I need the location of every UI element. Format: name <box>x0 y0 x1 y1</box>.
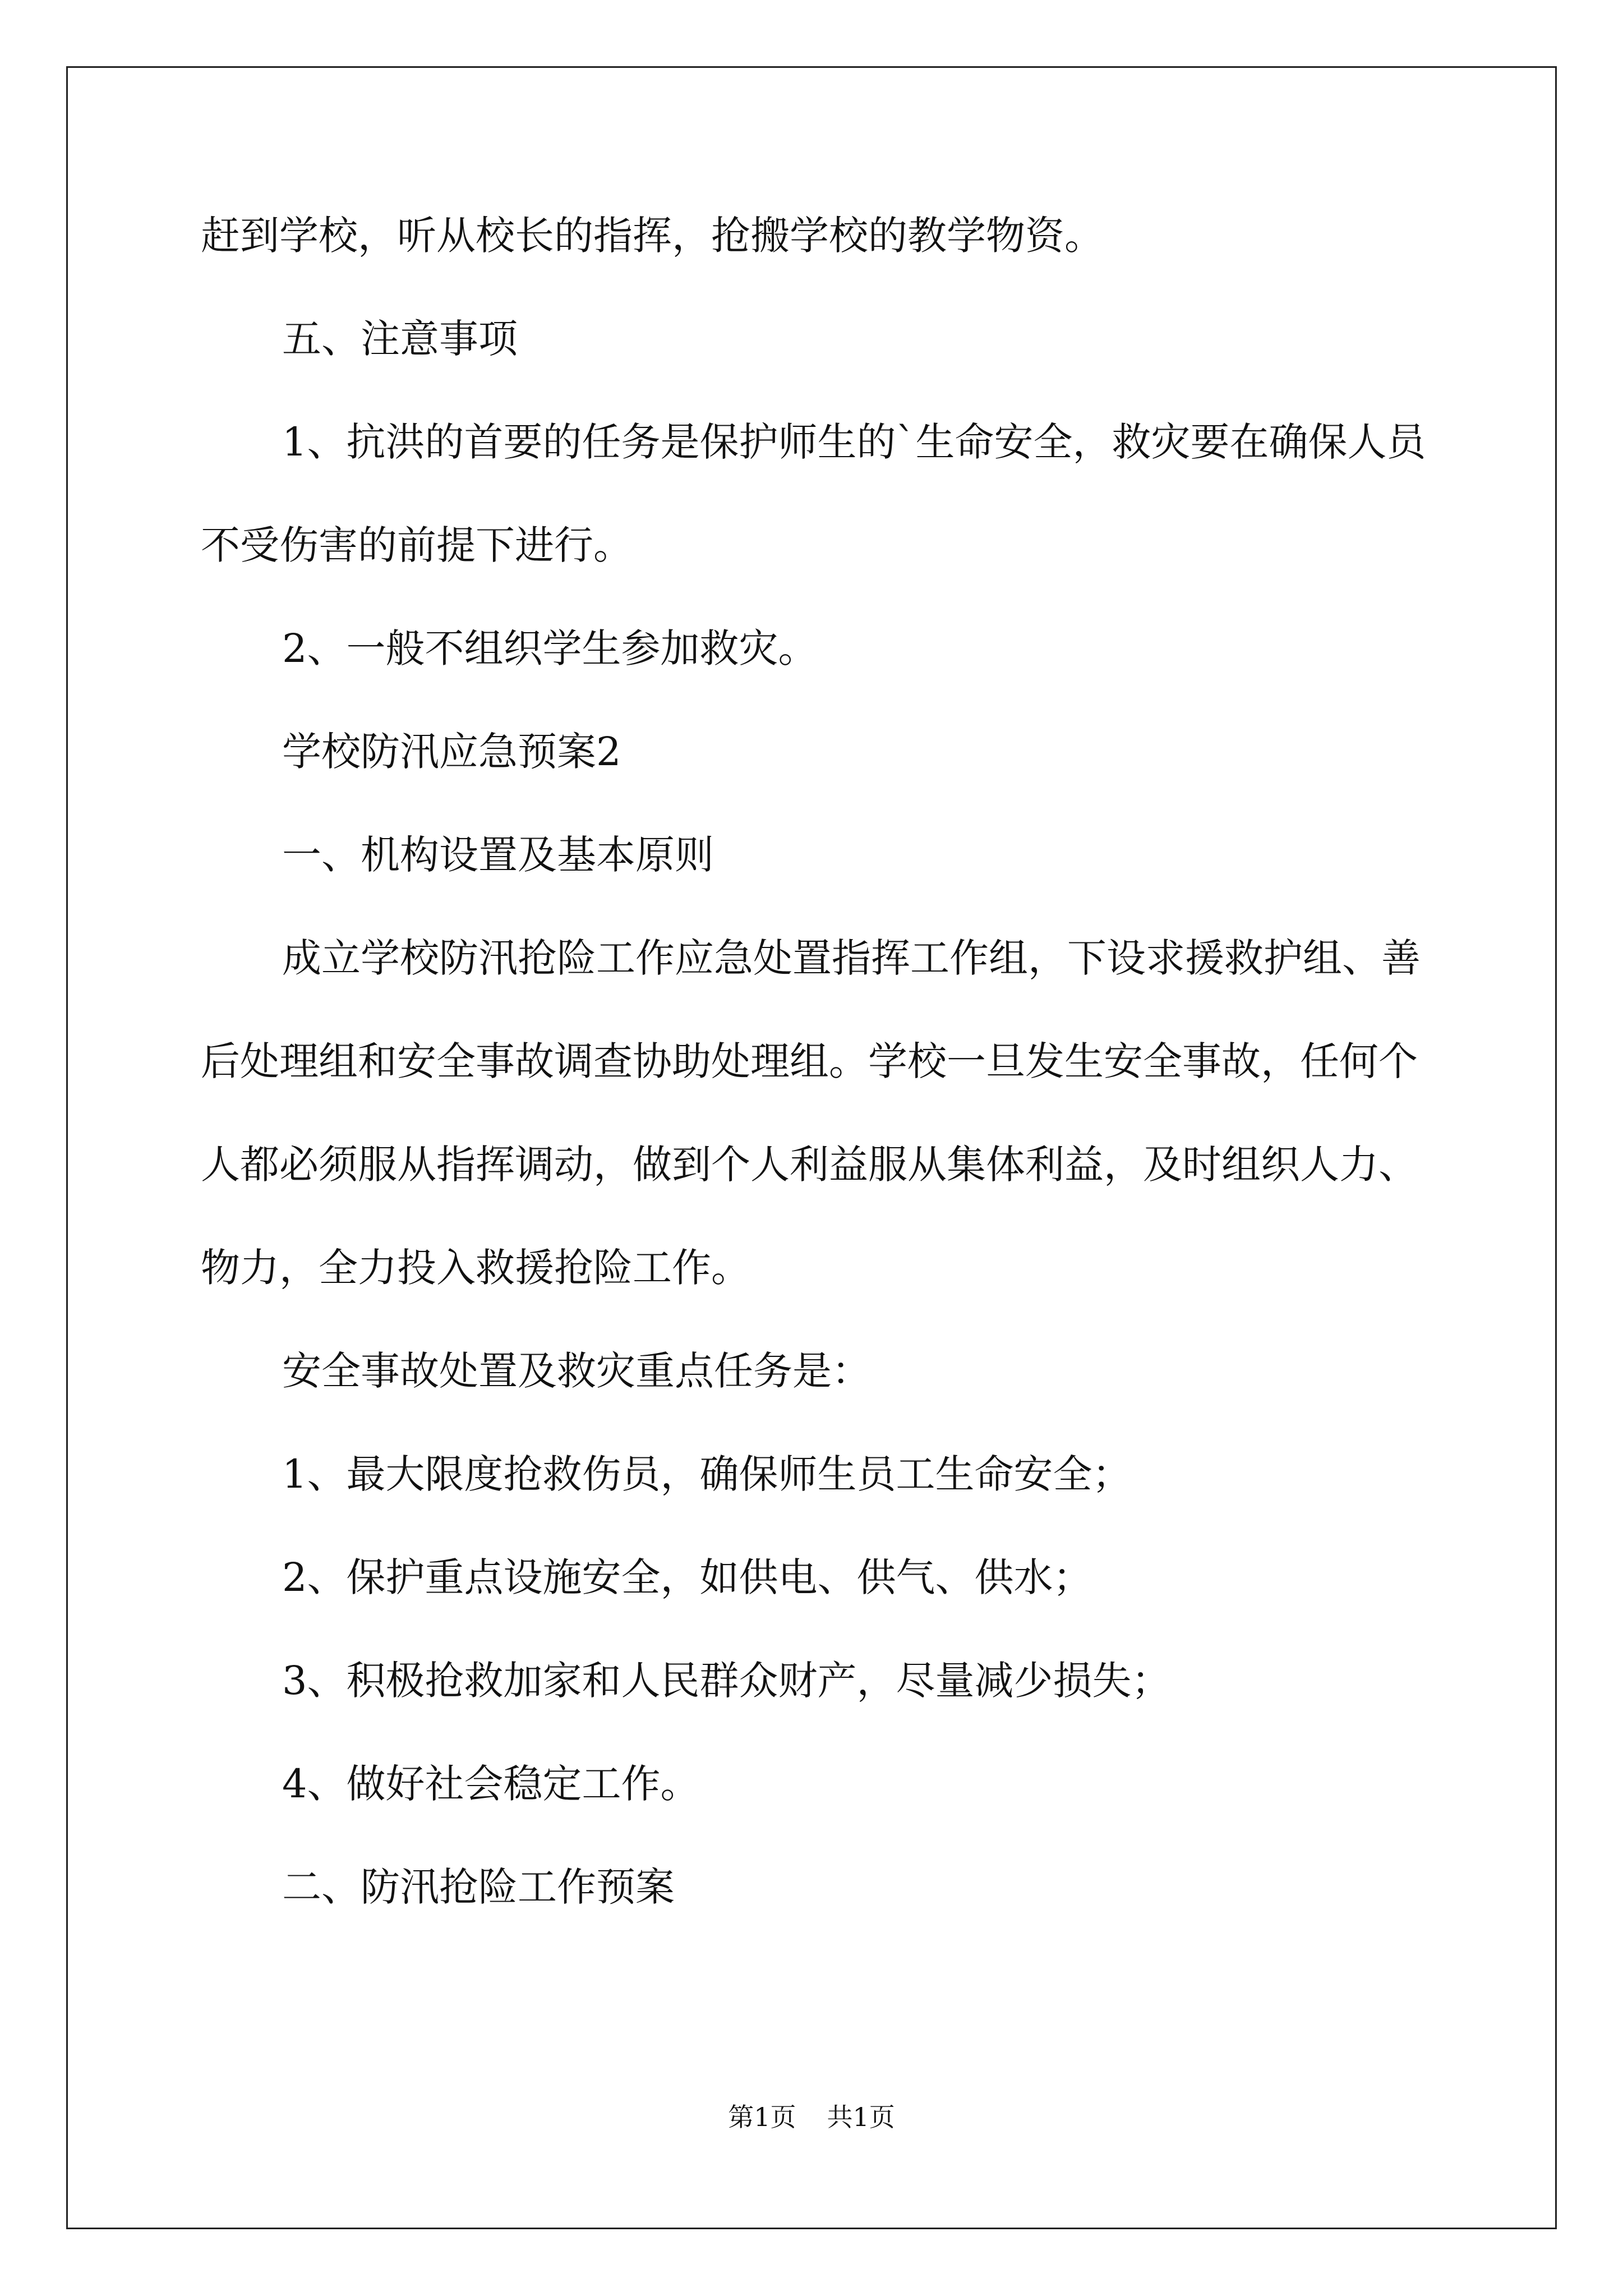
paragraph: 成立学校防汛抢险工作应急处置指挥工作组，下设求援救护组、善后处理组和安全事故调查协助处理组。学校一旦发生安全事故，任何个人都必须服从指挥调动，做到个人利益服从集体利益，及时组织人力、物力，全力投入救援抢险工作。 <box>201 935 1421 1291</box>
list-item: 4、做好社会稳定工作。 <box>282 1761 700 1807</box>
list-item: 3、积极抢救加家和人民群众财产，尽量减少损失； <box>282 1658 1171 1704</box>
list-item: 1、最大限度抢救伤员，确保师生员工生命安全； <box>282 1451 1132 1497</box>
paragraph: 2、一般不组织学生参加救灾。 <box>282 625 818 671</box>
document-title: 学校防汛应急预案2 <box>282 729 621 775</box>
page-footer <box>0 2100 1623 2134</box>
section-heading: 一、机构设置及基本原则 <box>282 832 714 878</box>
list-item: 2、保护重点设施安全，如供电、供气、供水； <box>282 1554 1092 1600</box>
paragraph: 赶到学校，听从校长的指挥，抢搬学校的教学物资。 <box>201 213 1104 259</box>
section-heading: 二、防汛抢险工作预案 <box>282 1864 675 1910</box>
paragraph: 1、抗洪的首要的任务是保护师生的`生命安全，救灾要在确保人员不受伤害的前提下进行。 <box>201 419 1426 568</box>
page-total: 共1页 <box>827 2102 895 2132</box>
paragraph: 安全事故处置及救灾重点任务是： <box>282 1348 871 1394</box>
page-number: 第1页 <box>728 2102 796 2132</box>
section-heading: 五、注意事项 <box>282 316 518 362</box>
document-body <box>201 184 1435 1939</box>
